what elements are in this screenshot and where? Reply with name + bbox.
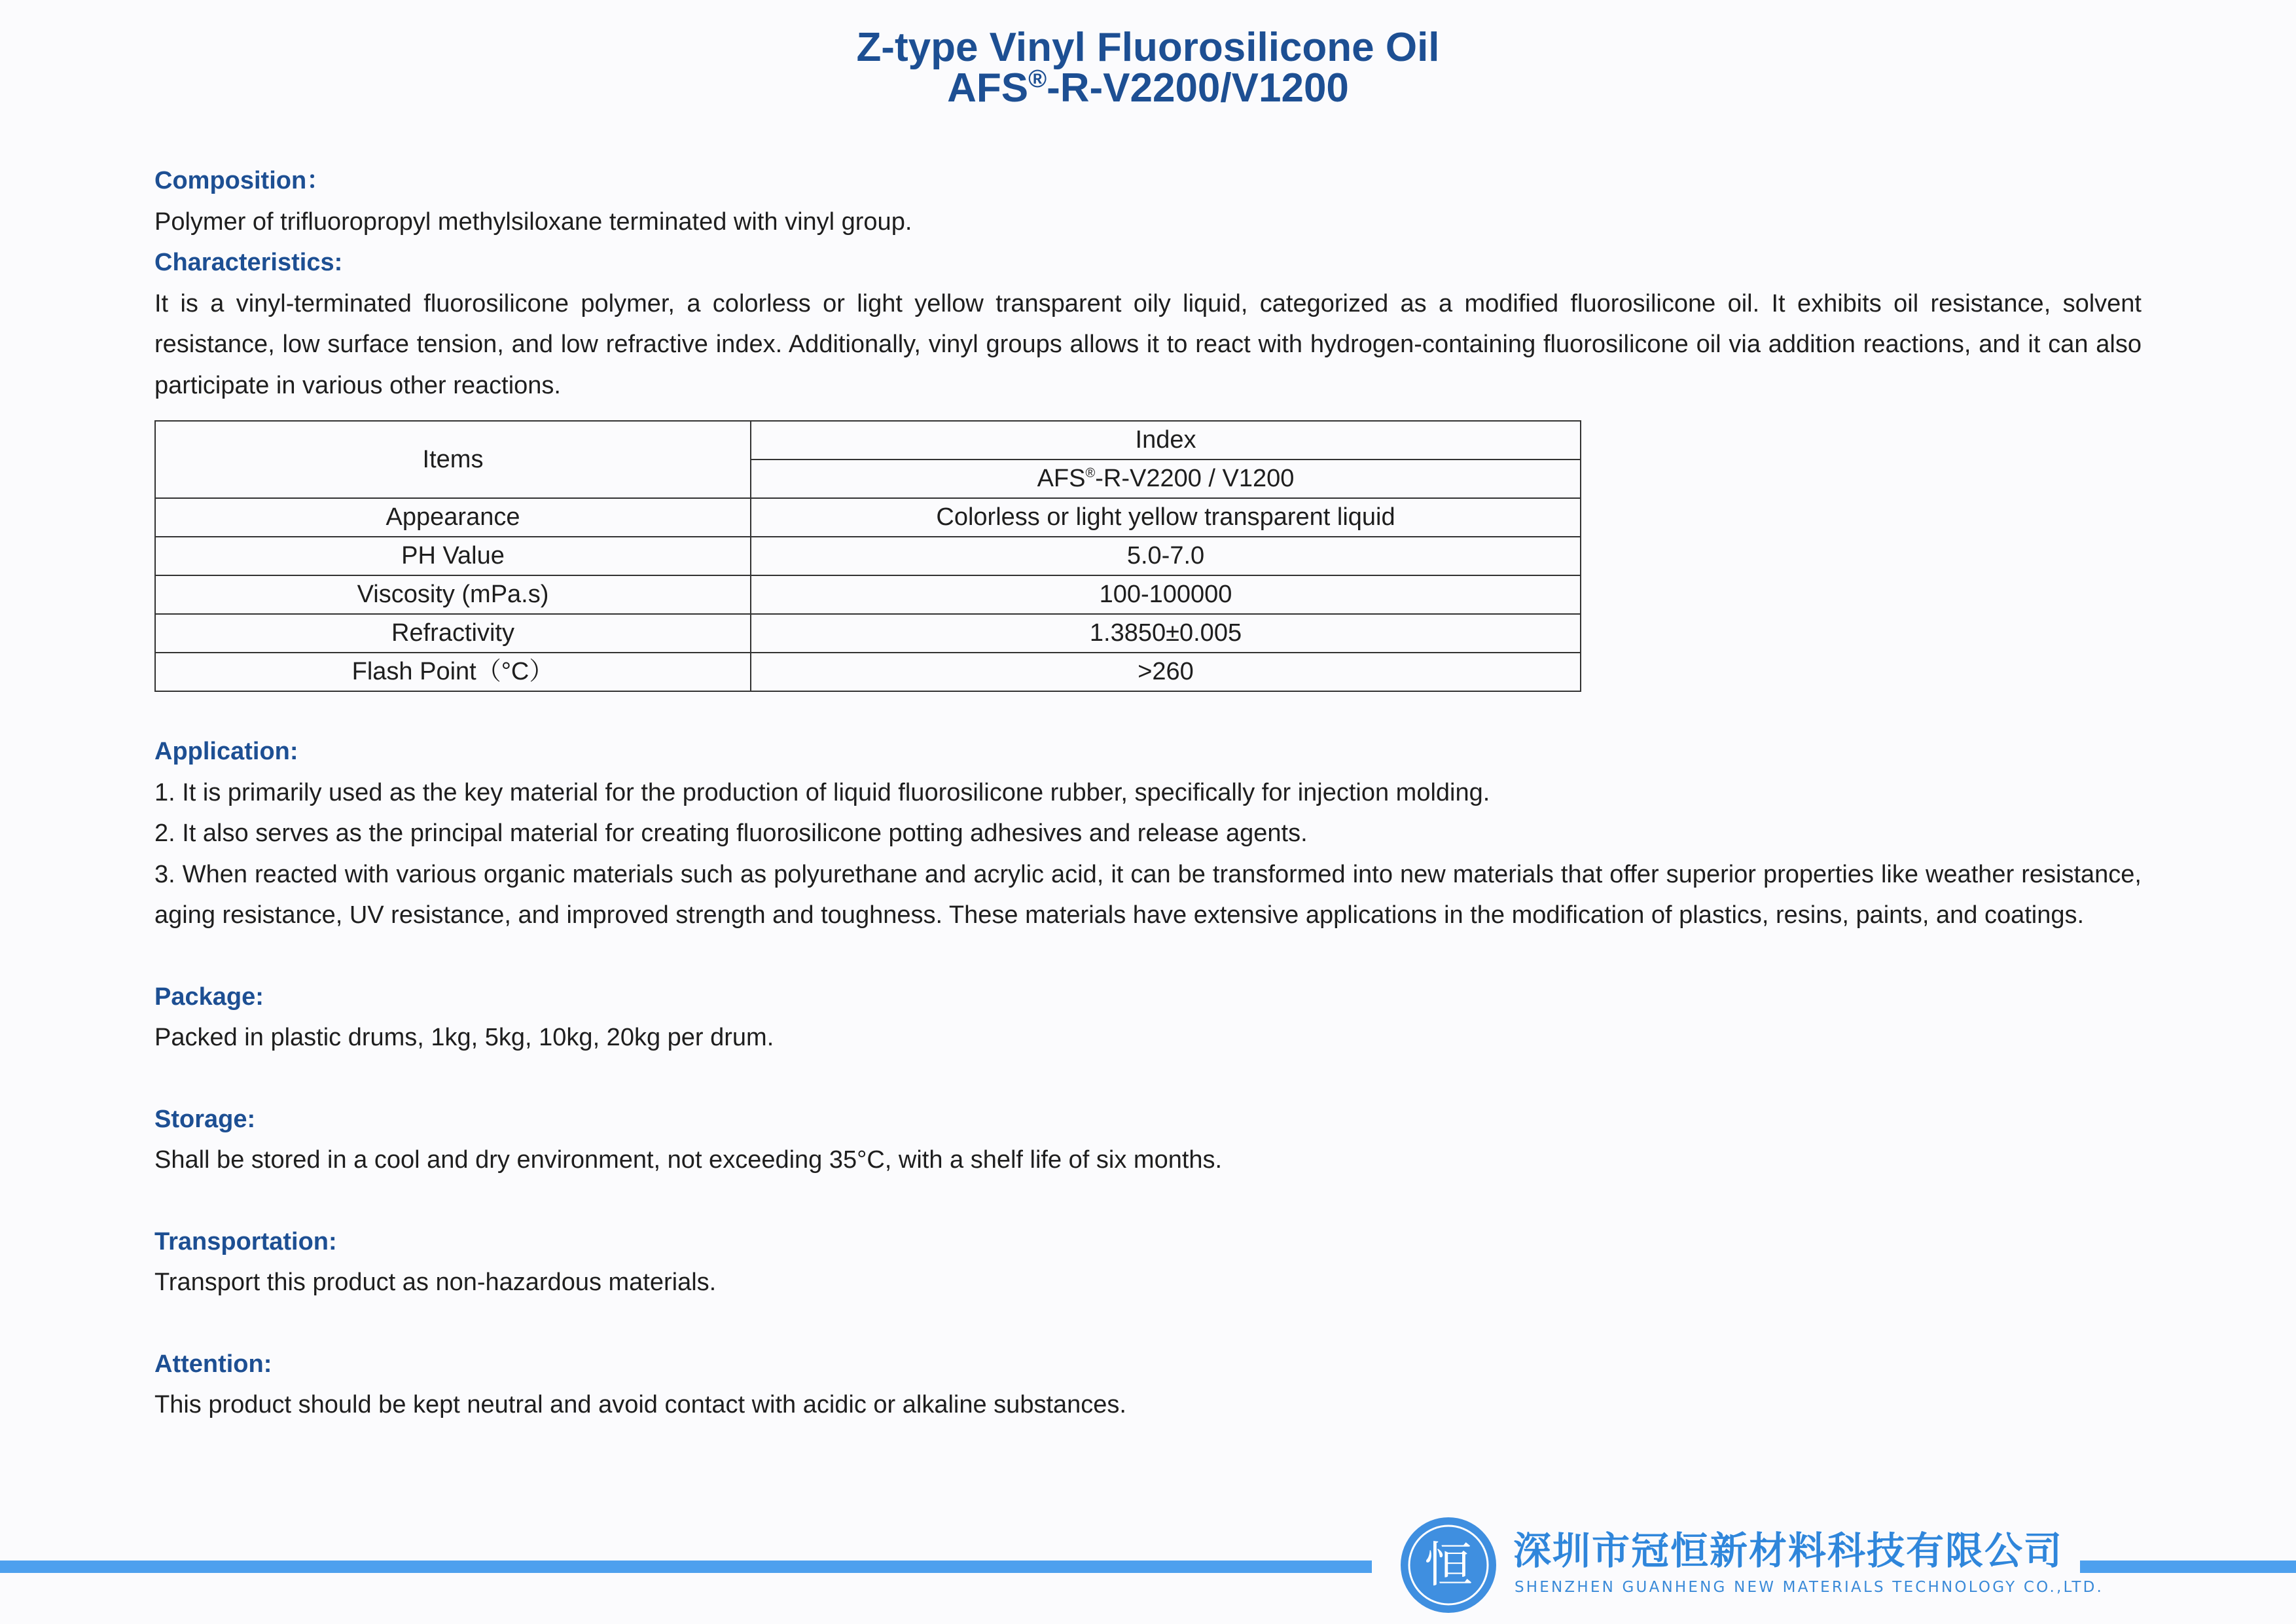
model-prefix: AFS bbox=[1037, 465, 1086, 492]
spec-table bbox=[154, 420, 1581, 692]
composition-text: Polymer of trifluoropropyl methylsiloxane terminated with vinyl group. bbox=[154, 208, 912, 236]
row-value: >260 bbox=[751, 653, 1581, 691]
model-registered-mark: ® bbox=[1085, 466, 1096, 480]
package-text: Packed in plastic drums, 1kg, 5kg, 10kg, 20kg per drum. bbox=[154, 1024, 774, 1051]
table-row bbox=[155, 614, 1581, 653]
items-header: Items bbox=[155, 421, 751, 498]
table-row bbox=[155, 498, 1581, 537]
application-heading: Application: bbox=[154, 738, 298, 765]
document-body bbox=[154, 160, 2142, 1426]
table-header-row bbox=[155, 421, 1581, 460]
company-name-english: SHENZHEN GUANHENG NEW MATERIALS TECHNOLOGY CO.,LTD. bbox=[1515, 1579, 2104, 1596]
package-heading: Package: bbox=[154, 983, 264, 1011]
footer-bar-left bbox=[0, 1561, 1372, 1573]
model-suffix: -R-V2200 / V1200 bbox=[1095, 465, 1295, 492]
index-header: Index bbox=[751, 421, 1581, 460]
company-name-chinese: 深圳市冠恒新材料科技有限公司 bbox=[1513, 1528, 2064, 1573]
storage-heading: Storage: bbox=[154, 1105, 256, 1133]
row-value: Colorless or light yellow transparent liquid bbox=[751, 498, 1581, 537]
row-item: Viscosity (mPa.s) bbox=[155, 575, 751, 614]
row-item: Refractivity bbox=[155, 614, 751, 653]
footer-bar-right bbox=[2080, 1561, 2296, 1573]
company-logo bbox=[1401, 1517, 1496, 1613]
row-item: Flash Point（°C） bbox=[155, 653, 751, 691]
title-line-2 bbox=[0, 65, 2296, 111]
registered-mark: ® bbox=[1028, 65, 1047, 93]
row-item: Appearance bbox=[155, 498, 751, 537]
title-line-1: Z-type Vinyl Fluorosilicone Oil bbox=[856, 25, 1440, 70]
logo-char: 恒 bbox=[1424, 1537, 1473, 1593]
attention-heading: Attention: bbox=[154, 1350, 272, 1378]
model-header bbox=[751, 460, 1581, 498]
application-item: 2. It also serves as the principal material for creating fluorosilicone potting adhesives and release agents. bbox=[154, 820, 1308, 847]
table-row bbox=[155, 575, 1581, 614]
composition-heading: Composition： bbox=[154, 167, 332, 194]
transportation-text: Transport this product as non-hazardous materials. bbox=[154, 1269, 717, 1296]
title-prefix: AFS bbox=[947, 65, 1029, 111]
characteristics-text: It is a vinyl-terminated fluorosilicone polymer, a colorless or light yellow transparent oily liquid, categorized as a modified fluorosilicone oil. It exhibits oil resistance, solvent resistance, low surface tension, and low refractive index. Additionally, vinyl groups allows it to react with hydrogen-containing fluorosilicone oil via addition reactions, and it can also participate in various other reactions. bbox=[154, 289, 2142, 399]
application-item: 3. When reacted with various organic materials such as polyurethane and acrylic acid, it can be transformed into new materials that offer superior properties like weather resistance, aging resistance, UV resistance, and improved strength and toughness. These materials have extensive applications in the modification of plastics, resins, paints, and coatings. bbox=[154, 860, 2142, 929]
table-row bbox=[155, 653, 1581, 691]
storage-text: Shall be stored in a cool and dry environment, not exceeding 35°C, with a shelf life of six months. bbox=[154, 1146, 1223, 1174]
row-value: 1.3850±0.005 bbox=[751, 614, 1581, 653]
row-value: 100-100000 bbox=[751, 575, 1581, 614]
attention-text: This product should be kept neutral and avoid contact with acidic or alkaline substances. bbox=[154, 1391, 1126, 1418]
row-value: 5.0-7.0 bbox=[751, 537, 1581, 575]
title-suffix: -R-V2200/V1200 bbox=[1047, 65, 1349, 111]
row-item: PH Value bbox=[155, 537, 751, 575]
characteristics-heading: Characteristics: bbox=[154, 249, 343, 276]
table-row bbox=[155, 537, 1581, 575]
document-title bbox=[0, 27, 2296, 109]
logo-icon bbox=[1401, 1517, 1496, 1613]
application-item: 1. It is primarily used as the key material for the production of liquid fluorosilicone rubber, specifically for injection molding. bbox=[154, 778, 1490, 806]
transportation-heading: Transportation: bbox=[154, 1227, 337, 1255]
